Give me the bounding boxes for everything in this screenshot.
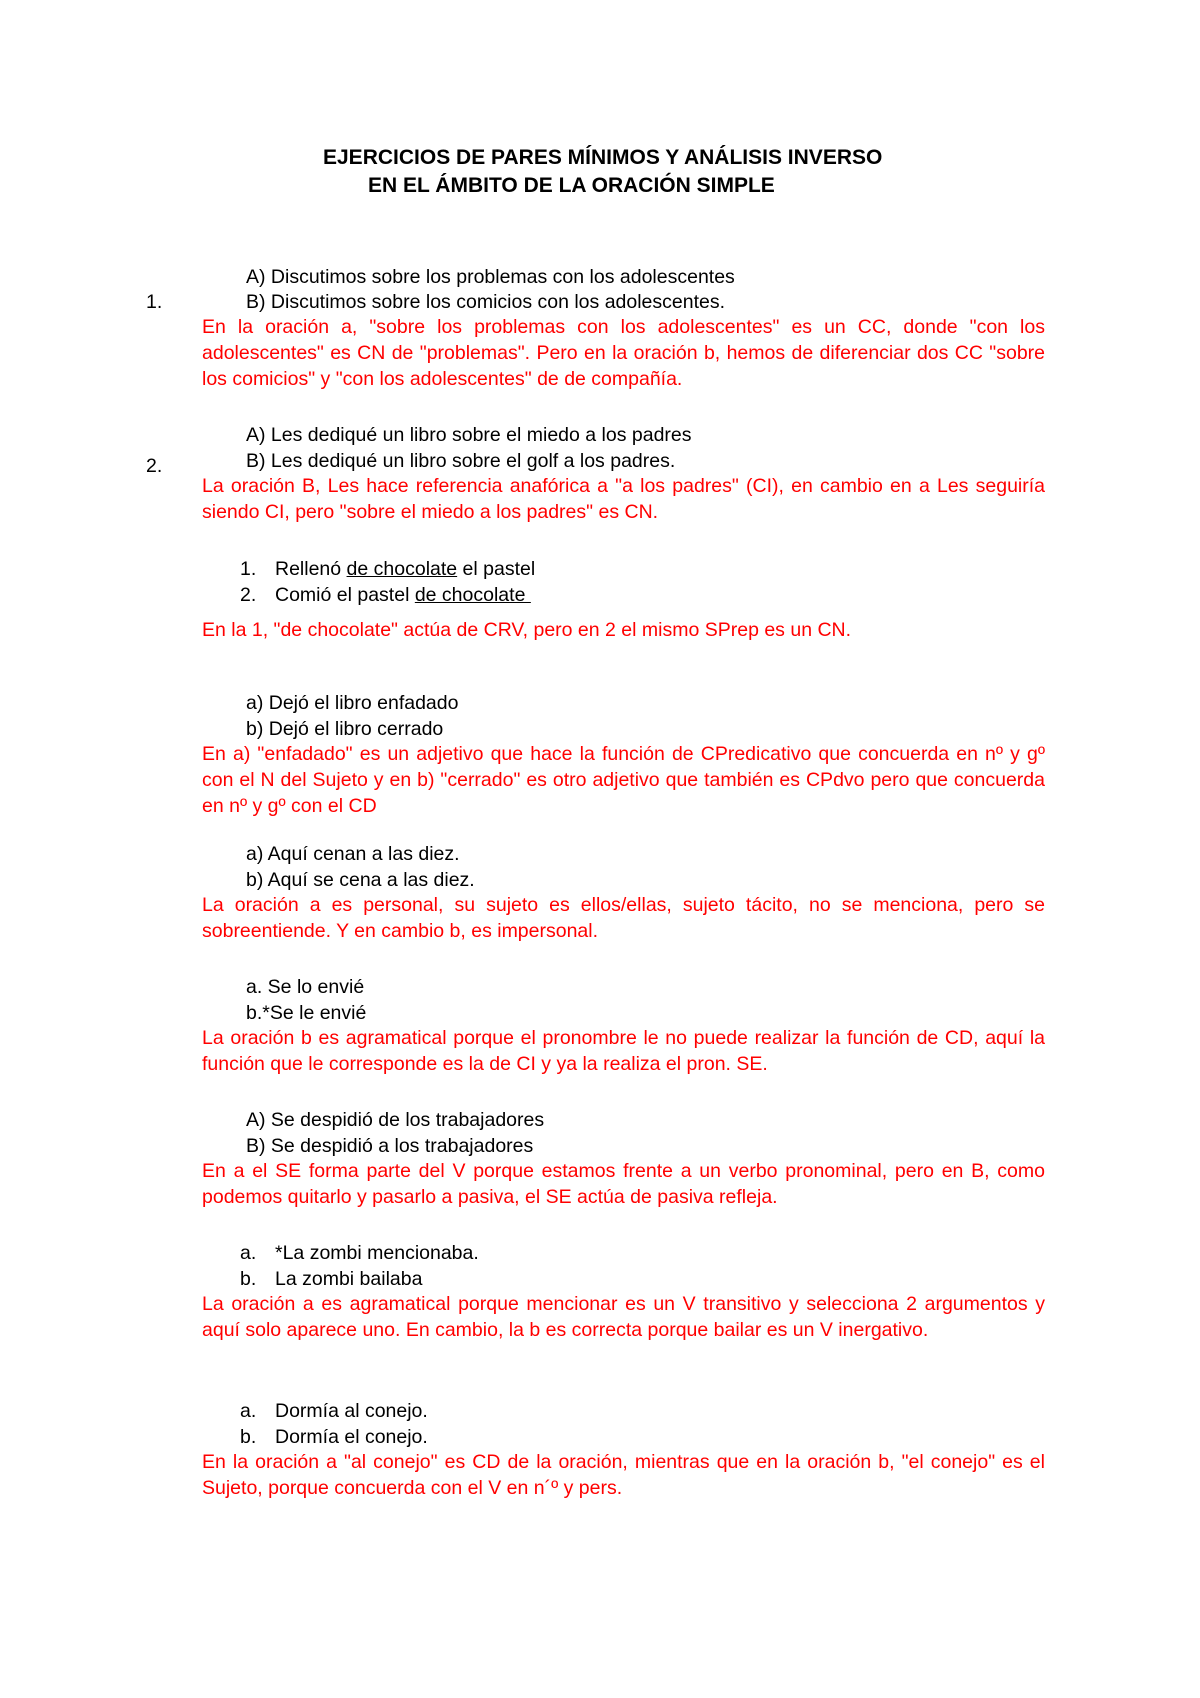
ex3-item-1-post: el pastel <box>457 558 536 580</box>
ex2-number: 2. <box>146 455 163 477</box>
ex8-sentence-b: La zombi bailaba <box>275 1268 423 1290</box>
title-line-1: EJERCICIOS DE PARES MÍNIMOS Y ANÁLISIS INVERSO <box>323 146 883 169</box>
ex9-sentence-a: Dormía al conejo. <box>275 1400 428 1422</box>
ex1-sentence-a: A) Discutimos sobre los problemas con los adolescentes <box>246 266 735 288</box>
ex2-sentence-a: A) Les dediqué un libro sobre el miedo a los padres <box>246 424 692 446</box>
ex3-item-2-pre: Comió el pastel <box>275 584 415 606</box>
ex9-label-a: a. <box>240 1400 257 1422</box>
ex6-sentence-a: a. Se lo envié <box>246 976 365 998</box>
ex5-sentence-a: a) Aquí cenan a las diez. <box>246 843 460 865</box>
ex8-label-a: a. <box>240 1242 257 1264</box>
ex1-answer: En la oración a, "sobre los problemas con los adolescentes" es un CC, donde "con los adolescentes" es CN de "problemas". Pero en la oración b, hemos de diferenciar dos CC "sobre los comicios" y "con los adolescentes" de de compañía. <box>202 316 1045 390</box>
ex3-item-2-underlined: de chocolate <box>414 584 531 606</box>
title-line-2: EN EL ÁMBITO DE LA ORACIÓN SIMPLE <box>368 174 775 197</box>
ex4-sentence-a: a) Dejó el libro enfadado <box>246 692 459 714</box>
ex3-item-1-number: 1. <box>240 558 257 580</box>
ex7-sentence-a: A) Se despidió de los trabajadores <box>246 1109 545 1131</box>
ex6-answer: La oración b es agramatical porque el pronombre le no puede realizar la función de CD, aquí la función que le corresponde es la de CI y ya la realiza el pron. SE. <box>202 1027 1045 1075</box>
ex3-answer: En la 1, "de chocolate" actúa de CRV, pero en 2 el mismo SPrep es un CN. <box>202 619 852 641</box>
ex3-item-2-number: 2. <box>240 584 257 606</box>
ex7-answer: En a el SE forma parte del V porque estamos frente a un verbo pronominal, pero en B, como podemos quitarlo y pasarlo a pasiva, el SE actúa de pasiva refleja. <box>202 1160 1045 1208</box>
ex8-label-b: b. <box>240 1268 257 1290</box>
ex4-sentence-b: b) Dejó el libro cerrado <box>246 718 444 740</box>
ex3-item-1-underlined: de chocolate <box>346 558 458 580</box>
ex7-sentence-b: B) Se despidió a los trabajadores <box>246 1135 534 1157</box>
ex1-number: 1. <box>146 291 163 313</box>
ex5-sentence-b: b) Aquí se cena a las diez. <box>246 869 475 891</box>
ex9-answer: En la oración a "al conejo" es CD de la oración, mientras que en la oración b, "el conejo" es el Sujeto, porque concuerda con el V en n´º y pers. <box>202 1451 1045 1499</box>
ex2-answer: La oración B, Les hace referencia anafórica a "a los padres" (CI), en cambio en a Les seguiría siendo CI, pero "sobre el miedo a los padres" es CN. <box>202 475 1045 523</box>
ex8-answer: La oración a es agramatical porque mencionar es un V transitivo y selecciona 2 argumentos y aquí solo aparece uno. En cambio, la b es correcta porque bailar es un V inergativo. <box>202 1293 1045 1341</box>
ex3-item-1 <box>275 556 535 582</box>
ex5-answer: La oración a es personal, su sujeto es ellos/ellas, sujeto tácito, no se menciona, pero se sobreentiende. Y en cambio b, es impersonal. <box>202 894 1045 942</box>
ex1-sentence-b: B) Discutimos sobre los comicios con los adolescentes. <box>246 291 726 313</box>
ex6-sentence-b: b.*Se le envié <box>246 1002 367 1024</box>
ex4-answer: En a) "enfadado" es un adjetivo que hace la función de CPredicativo que concuerda en nº y gº con el N del Sujeto y en b) "cerrado" es otro adjetivo que también es CPdvo pero que concuerda en nº y gº con el CD <box>202 743 1045 817</box>
ex3-item-1-pre: Rellenó <box>275 558 347 580</box>
ex8-sentence-a: *La zombi mencionaba. <box>275 1242 479 1264</box>
ex9-label-b: b. <box>240 1426 257 1448</box>
ex3-item-2 <box>275 582 531 608</box>
ex2-sentence-b: B) Les dediqué un libro sobre el golf a los padres. <box>246 450 676 472</box>
ex9-sentence-b: Dormía el conejo. <box>275 1426 428 1448</box>
